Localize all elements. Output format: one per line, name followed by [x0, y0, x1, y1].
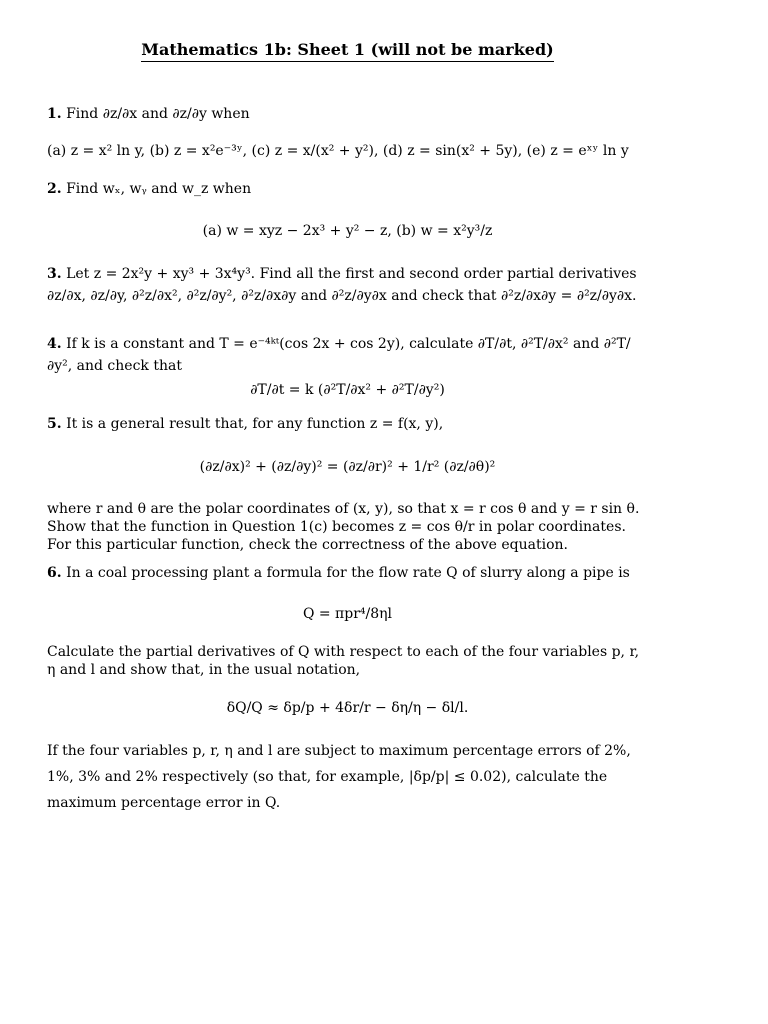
question-6-final: If the four variables p, r, η and l are subject to maximum percentage errors of 2%, 1%, 3% and 2% respectively (so that, for example, |δp/p| ≤ 0.02), calculate the maximum percentage error in Q. [47, 743, 631, 811]
question-6: 6. In a coal processing plant a formula for the flow rate Q of slurry along a pipe is [47, 565, 630, 581]
question-6-equation-2: δQ/Q ≈ δp/p + 4δr/r − δη/η − δl/l. [226, 700, 469, 716]
question-5-continuation: where r and θ are the polar coordinates of (x, y), so that x = r cos θ and y = r sin θ. Show that the function in Question 1(c) becomes z = cos θ/r in polar coordinates. For this particular function, check the correctness of the above equation. [47, 501, 640, 553]
question-5-equation: (∂z/∂x)² + (∂z/∂y)² = (∂z/∂r)² + 1/r² (∂z/∂θ)² [199, 459, 496, 475]
question-2-parts: (a) w = xyz − 2x³ + y² − z, (b) w = x²y³/z [202, 223, 493, 239]
question-2: 2. Find wₓ, wᵧ and w_z when [47, 181, 252, 197]
question-6-equation-1: Q = πpr⁴/8ηl [302, 606, 393, 622]
page-title: Mathematics 1b: Sheet 1 (will not be marked) [0, 40, 695, 59]
question-5: 5. It is a general result that, for any function z = f(x, y), [47, 416, 444, 432]
question-4: 4. If k is a constant and T = e⁻⁴ᵏᵗ(cos 2x + cos 2y), calculate ∂T/∂t, ∂²T/∂x² and ∂²T/∂y², and check that [47, 336, 631, 374]
question-1: 1. Find ∂z/∂x and ∂z/∂y when [47, 106, 250, 122]
question-6-continuation: Calculate the partial derivatives of Q with respect to each of the four variables p, r, η and l and show that, in the usual notation, [47, 644, 640, 678]
question-4-equation: ∂T/∂t = k (∂²T/∂x² + ∂²T/∂y²) [250, 382, 445, 398]
question-1-parts: (a) z = x² ln y, (b) z = x²e⁻³ʸ, (c) z = x/(x² + y²), (d) z = sin(x² + 5y), (e) z = eˣʸ ln y [47, 143, 629, 159]
question-3: 3. Let z = 2x²y + xy³ + 3x⁴y³. Find all the first and second order partial derivatives ∂z/∂x, ∂z/∂y, ∂²z/∂x², ∂²z/∂y², ∂²z/∂x∂y and ∂²z/∂y∂x and check that ∂²z/∂x∂y = ∂²z/∂y∂x. [47, 266, 637, 304]
